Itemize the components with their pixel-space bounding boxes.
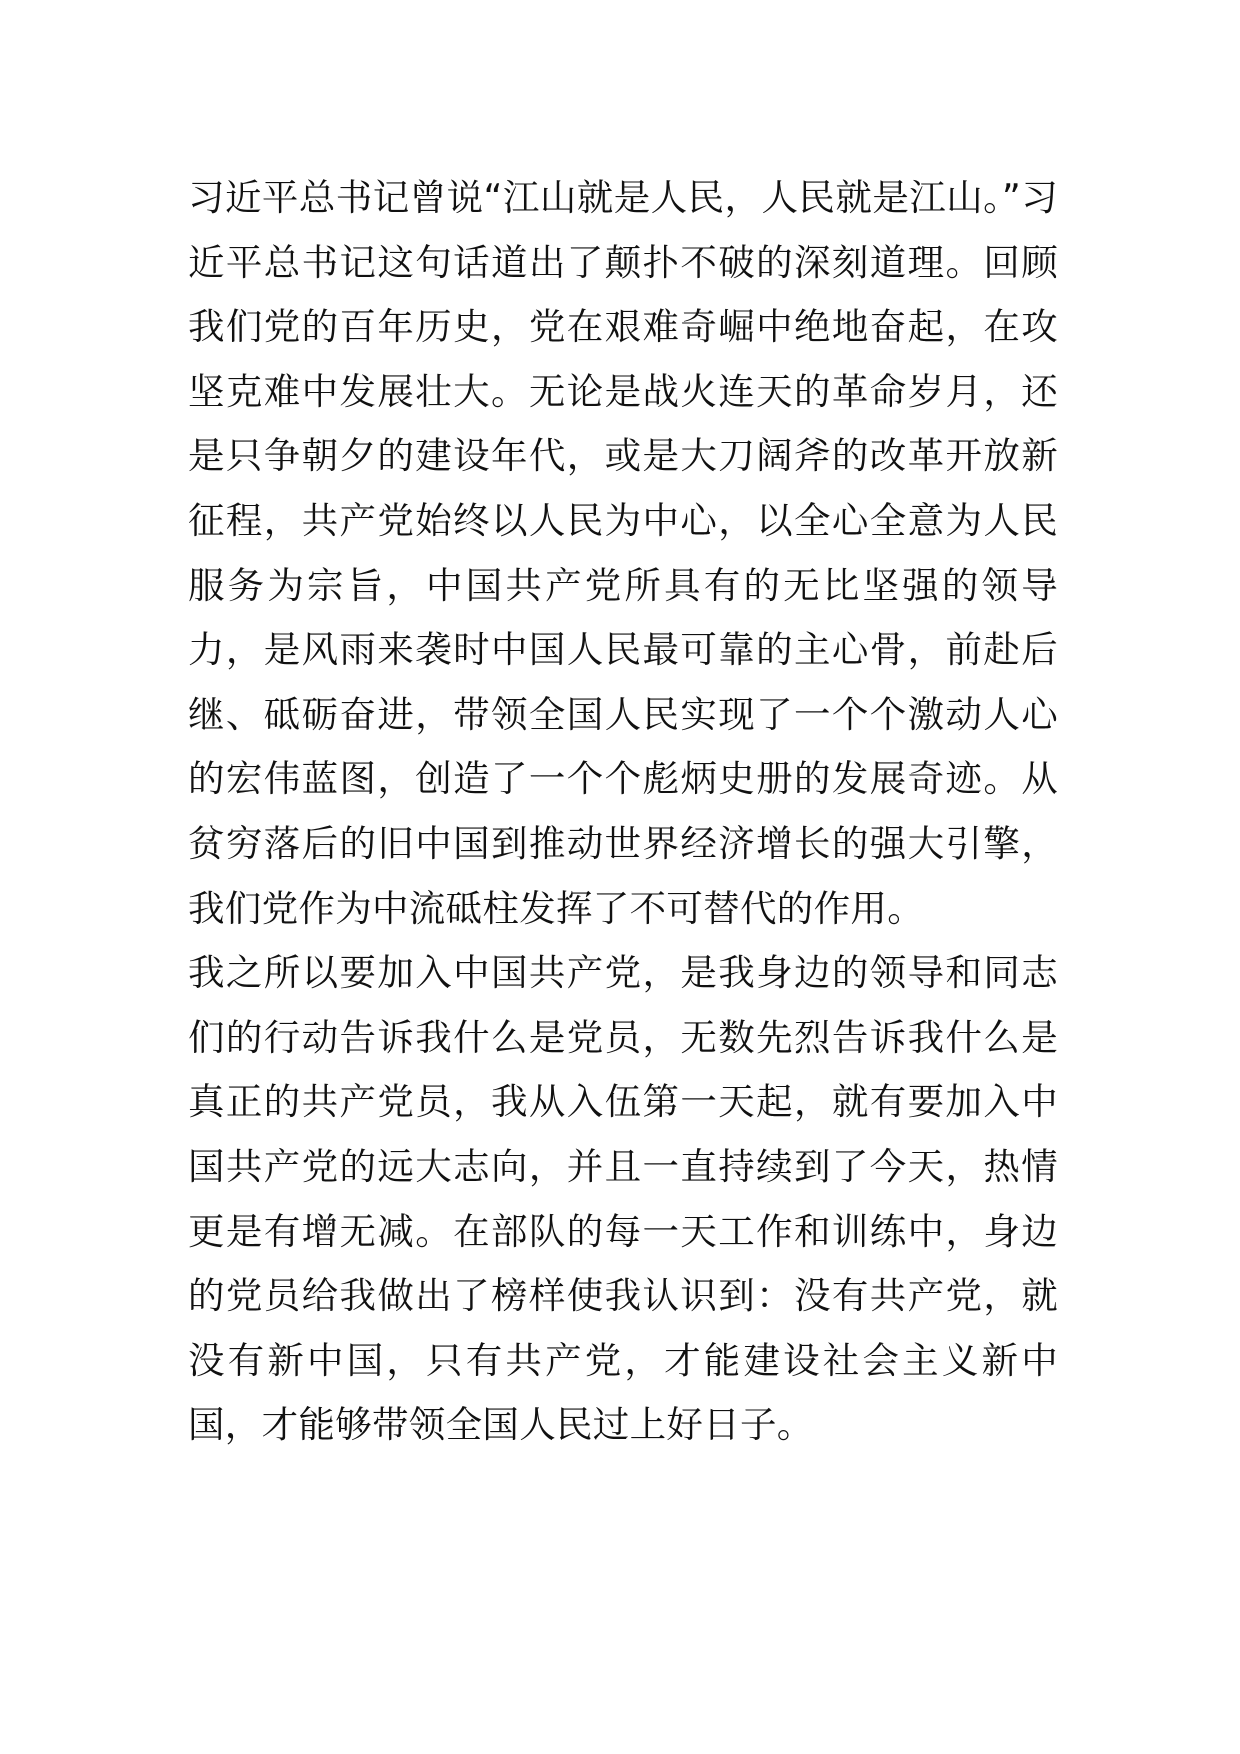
paragraph-2: 我之所以要加入中国共产党，是我身边的领导和同志们的行动告诉我什么是党员，无数先烈告诉我什么是真正的共产党员，我从入伍第一天起，就有要加入中国共产党的远大志向，并且一直持续到了今天，热情更是有增无减。在部队的每一天工作和训练中，身边的党员给我做出了榜样使我认识到：没有共产党，就没有新中国，只有共产党，才能建设社会主义新中国，才能够带领全国人民过上好日子。	[188, 951, 1058, 1447]
body-text	[188, 166, 1058, 1458]
paragraph-1: 习近平总书记曾说“江山就是人民，人民就是江山。”习近平总书记这句话道出了颠扑不破的深刻道理。回顾我们党的百年历史，党在艰难奇崛中绝地奋起，在攻坚克难中发展壮大。无论是战火连天的革命岁月，还是只争朝夕的建设年代，或是大刀阔斧的改革开放新征程，共产党始终以人民为中心，以全心全意为人民服务为宗旨，中国共产党所具有的无比坚强的领导力，是风雨来袭时中国人民最可靠的主心骨，前赴后继、砥砺奋进，带领全国人民实现了一个个激动人心的宏伟蓝图，创造了一个个彪炳史册的发展奇迹。从贫穷落后的旧中国到推动世界经济增长的强大引擎，我们党作为中流砥柱发挥了不可替代的作用。	[188, 176, 1058, 930]
